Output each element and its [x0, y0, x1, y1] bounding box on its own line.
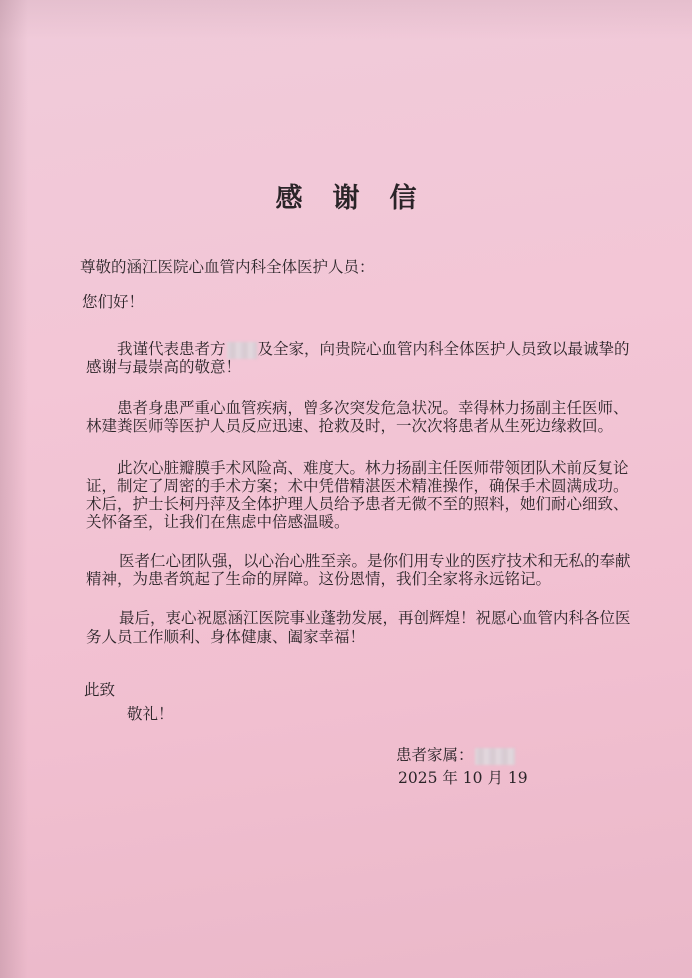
page-shadow-top [0, 0, 692, 40]
paragraph-1-line-2: 感谢与最崇高的敬意！ [86, 358, 242, 376]
paragraph-3-line-4: 关怀备至，让我们在焦虑中倍感温暖。 [86, 513, 350, 531]
salutation: 尊敬的涵江医院心血管内科全体医护人员： [80, 258, 375, 276]
closing-cizhi: 此致 [84, 681, 116, 699]
paragraph-2-line-1: 患者身患严重心血管疾病，曾多次突发危急状况。幸得林力扬副主任医师、 [117, 399, 629, 417]
page-shadow [0, 0, 28, 978]
closing-jingli: 敬礼！ [127, 705, 174, 723]
paragraph-3-line-2: 证，制定了周密的手术方案；术中凭借精湛医术精准操作，确保手术圆满成功。 [86, 477, 629, 495]
paragraph-5-line-1: 最后，衷心祝愿涵江医院事业蓬勃发展，再创辉煌！祝愿心血管内科各位医 [119, 609, 631, 627]
redacted-patient-name [227, 342, 257, 359]
redacted-signature [475, 748, 515, 765]
greeting: 您们好！ [82, 293, 145, 311]
paragraph-3-line-3: 术后，护士长柯丹萍及全体护理人员给予患者无微不至的照料，她们耐心细致、 [86, 495, 629, 513]
paragraph-5-line-2: 务人员工作顺利、身体健康、阖家幸福！ [86, 628, 366, 646]
paragraph-4-line-2: 精神，为患者筑起了生命的屏障。这份恩情，我们全家将永远铭记。 [86, 570, 552, 588]
paragraph-2-line-2: 林建粪医师等医护人员反应迅速、抢救及时，一次次将患者从生死边缘救回。 [86, 417, 614, 435]
paragraph-3-line-1: 此次心脏瓣膜手术风险高、难度大。林力扬副主任医师带领团队术前反复论 [117, 459, 629, 477]
letter-title: 感谢信 [275, 183, 447, 214]
letter-date: 2025 年 10 月 19 [398, 769, 528, 787]
paragraph-1-line-1 [117, 339, 630, 359]
paragraph-1-text-b: 及全家，向贵院心血管内科全体医护人员致以最诚挚的 [257, 340, 630, 358]
paragraph-1-text-a: 我谨代表患者方 [117, 340, 226, 358]
signature [396, 745, 516, 765]
signature-label: 患者家属： [396, 746, 474, 764]
paragraph-4-line-1: 医者仁心团队强，以心治心胜至亲。是你们用专业的医疗技术和无私的奉献 [119, 552, 631, 570]
